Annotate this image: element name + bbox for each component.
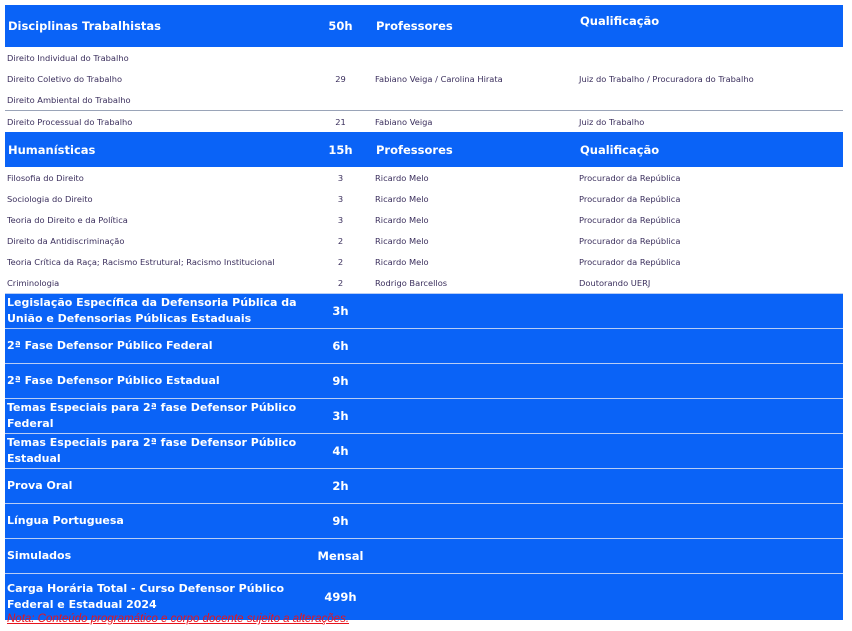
subject-cell: Direito da Antidiscriminação [7,235,125,246]
section-hours: 50h [308,5,373,47]
professors-label: Professores [373,132,577,167]
hours-cell: 21 [308,111,373,133]
block-row-prova-oral [5,469,843,504]
block-hours: 499h [308,574,373,620]
block-hours: 6h [308,329,373,364]
hours-cell [308,47,373,68]
professor-cell: Rodrigo Barcellos [375,277,448,288]
hours-cell: 29 [335,73,346,84]
block-hours: 9h [308,364,373,399]
qualification-cell: Procurador da República [579,172,681,183]
subject-cell: Direito Processual do Trabalho [5,111,308,133]
qualification-cell: Procurador da República [579,193,681,204]
block-hours: 3h [308,294,373,329]
table-row [5,209,843,230]
section-header-trabalhistas [5,5,843,47]
qualification-label: Qualificação [577,5,843,47]
professor-cell [373,47,577,68]
block-row-lingua-portuguesa [5,504,843,539]
hours-cell: 2 [337,277,344,288]
professor-cell: Ricardo Melo [375,172,429,183]
hours-cell: 2 [337,256,344,267]
hours-cell: 3 [337,193,344,204]
block-hours: 9h [308,504,373,539]
block-filler [373,434,843,469]
block-row-legislacao [5,294,843,329]
qualification-cell: Juiz do Trabalho / Procuradora do Trabalho [579,73,754,84]
subject-cell: Teoria Crítica da Raça; Racismo Estrutural; Racismo Institucional [7,256,275,267]
block-hours: 3h [308,399,373,434]
qualification-cell [577,89,843,111]
qualification-cell [577,47,843,68]
table-row [5,272,843,294]
block-title: 2ª Fase Defensor Público Estadual [5,364,308,399]
subject-cell: Criminologia [7,277,60,288]
section-hours: 15h [308,132,373,167]
section-title: Disciplinas Trabalhistas [5,5,308,47]
block-filler [373,539,843,574]
block-title: Prova Oral [5,469,308,504]
professor-cell: Fabiano Veiga [373,111,577,133]
qualification-cell: Procurador da República [579,214,681,225]
professors-label: Professores [373,5,577,47]
curriculum-table-container [5,5,843,620]
block-row-simulados [5,539,843,574]
subject-cell: Sociologia do Direito [7,193,93,204]
block-row-temas-federal [5,399,843,434]
hours-cell: 2 [337,235,344,246]
block-row-2fase-estadual [5,364,843,399]
block-filler [373,329,843,364]
block-hours: 4h [308,434,373,469]
professor-cell: Ricardo Melo [375,256,429,267]
block-title: Língua Portuguesa [5,504,308,539]
block-filler [373,504,843,539]
qualification-cell: Juiz do Trabalho [577,111,843,133]
qualification-cell: Procurador da República [579,256,681,267]
table-row [5,111,843,133]
block-title: Carga Horária Total - Curso Defensor Público Federal e Estadual 2024 [5,574,308,620]
block-title: Temas Especiais para 2ª fase Defensor Público Estadual [5,434,308,469]
block-row-temas-estadual [5,434,843,469]
qualification-cell: Doutorando UERJ [579,277,651,288]
table-row [5,68,843,89]
professor-cell [373,89,577,111]
subject-cell: Teoria do Direito e da Política [7,214,128,225]
subject-cell: Filosofia do Direito [7,172,84,183]
section-title: Humanísticas [5,132,308,167]
block-title: 2ª Fase Defensor Público Federal [5,329,308,364]
professor-cell: Ricardo Melo [375,235,429,246]
hours-cell [308,89,373,111]
section-header-humanisticas [5,132,843,167]
table-row [5,251,843,272]
block-filler [373,574,843,620]
professor-cell: Ricardo Melo [375,193,429,204]
table-row [5,230,843,251]
table-row [5,47,843,68]
block-filler [373,399,843,434]
table-row [5,188,843,209]
professor-cell: Fabiano Veiga / Carolina Hirata [375,73,503,84]
hours-cell: 3 [337,214,344,225]
qualification-cell: Procurador da República [579,235,681,246]
block-title: Simulados [5,539,308,574]
hours-cell: 3 [337,172,344,183]
subject-cell: Direito Ambiental do Trabalho [7,94,131,105]
disclaimer-note: Nota: Conteúdo programático e corpo docente sujeito a alterações. [7,613,350,625]
block-title: Temas Especiais para 2ª fase Defensor Público Federal [5,399,308,434]
table-row [5,167,843,188]
subject-cell: Direito Individual do Trabalho [7,52,129,63]
professor-cell: Ricardo Melo [375,214,429,225]
block-row-2fase-federal [5,329,843,364]
subject-cell: Direito Coletivo do Trabalho [7,73,123,84]
table-row [5,89,843,111]
block-filler [373,294,843,329]
block-title: Legislação Específica da Defensoria Pública da União e Defensorias Públicas Estaduais [5,294,308,329]
block-filler [373,364,843,399]
qualification-label: Qualificação [577,132,843,167]
block-filler [373,469,843,504]
curriculum-table [5,5,843,620]
block-hours: 2h [308,469,373,504]
block-hours: Mensal [308,539,373,574]
